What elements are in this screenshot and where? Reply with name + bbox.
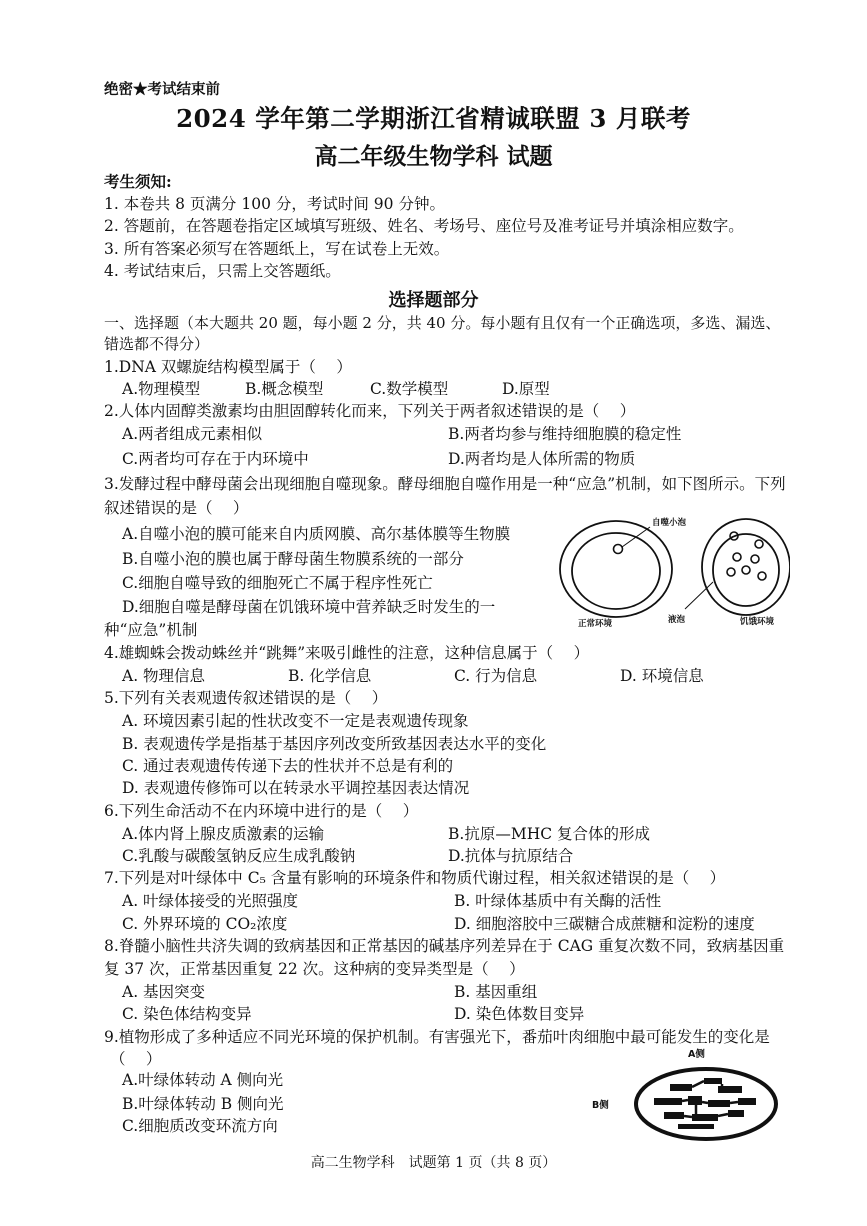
q9-option-a: A.叶绿体转动 A 侧向光 — [122, 1071, 284, 1089]
q8-option-a: A. 基因突变 — [122, 983, 206, 1001]
q7-option-b: B. 叶绿体基质中有关酶的活性 — [454, 892, 662, 910]
q4-option-b: B. 化学信息 — [288, 667, 372, 685]
exam-subtitle: 高二年级生物学科 试题 — [314, 143, 553, 170]
granum — [728, 1110, 744, 1117]
label-side-a: A侧 — [688, 1049, 705, 1060]
q5-option-a: A. 环境因素引起的性状改变不一定是表观遗传现象 — [122, 712, 469, 730]
confidential-label: 绝密★考试结束前 — [104, 81, 220, 98]
granum — [704, 1078, 722, 1084]
q4-option-a: A. 物理信息 — [122, 667, 206, 685]
q8-option-c: C. 染色体结构变异 — [122, 1005, 252, 1023]
q9-option-b: B.叶绿体转动 B 侧向光 — [122, 1095, 284, 1113]
starved-vesicle-6 — [727, 568, 735, 576]
section-instruction-1: 一、选择题（本大题共 20 题，每小题 2 分，共 40 分。每小题有且仅有一个正确选项，多选、漏选、 — [104, 314, 781, 332]
q3-option-b: B.自噬小泡的膜也属于酵母菌生物膜系统的一部分 — [122, 550, 464, 568]
q5-stem: 5.下列有关表观遗传叙述错误的是（ ） — [104, 689, 388, 707]
q9-stem-1: 9.植物形成了多种适应不同光环境的保护机制。有害强光下，番茄叶肉细胞中最可能发生的变化是 — [104, 1028, 770, 1046]
granum — [688, 1096, 702, 1105]
q1-option-c: C.数学模型 — [370, 380, 449, 398]
q3-stem-1: 3.发酵过程中酵母菌会出现细胞自噬现象。酵母细胞自噬作用是一种“应急”机制，如下图所示。下列 — [104, 475, 786, 493]
autophagy-figure — [550, 508, 790, 634]
q4-option-d: D. 环境信息 — [620, 667, 704, 685]
exam-title: 2024 学年第二学期浙江省精诚联盟 3 月联考 — [176, 104, 691, 133]
q7-option-a: A. 叶绿体接受的光照强度 — [122, 892, 299, 910]
q6-option-c: C.乳酸与碳酸氢钠反应生成乳酸钠 — [122, 847, 356, 865]
q1-option-d: D.原型 — [502, 380, 550, 398]
q3-option-d-2: 种“应急”机制 — [104, 621, 198, 639]
label-autophagic-vesicle: 自噬小泡 — [652, 518, 687, 528]
vacuole-pointer-line — [685, 582, 713, 609]
q1-option-a: A.物理模型 — [122, 380, 201, 398]
q2-option-a: A.两者组成元素相似 — [122, 425, 263, 443]
granum — [738, 1098, 756, 1105]
q6-option-d: D.抗体与抗原结合 — [448, 847, 574, 865]
starved-vesicle-3 — [733, 553, 741, 561]
q5-option-d: D. 表观遗传修饰可以在转录水平调控基因表达情况 — [122, 779, 470, 797]
q2-option-c: C.两者均可存在于内环境中 — [122, 450, 309, 468]
starved-vesicle-4 — [751, 555, 759, 563]
notice-item-2: 2. 答题前，在答题卷指定区域填写班级、姓名、考场号、座位号及准考证号并填涂相应数字。 — [104, 217, 744, 235]
q2-stem: 2.人体内固醇类激素均由胆固醇转化而来，下列关于两者叙述错误的是（ ） — [104, 402, 636, 420]
granum — [664, 1112, 684, 1119]
q5-option-b: B. 表观遗传学是指基于基因序列改变所致基因表达水平的变化 — [122, 735, 547, 753]
starved-vesicle-5 — [742, 566, 750, 574]
normal-cell-outer-membrane — [560, 521, 672, 617]
q3-option-d-1: D.细胞自噬是酵母菌在饥饿环境中营养缺乏时发生的一 — [122, 598, 496, 616]
notice-item-3: 3. 所有答案必须写在答题纸上，写在试卷上无效。 — [104, 240, 450, 258]
q7-option-c: C. 外界环境的 CO₂浓度 — [122, 915, 288, 933]
section-instruction-2: 错选都不得分） — [104, 335, 210, 353]
label-vacuole: 液泡 — [668, 615, 686, 625]
granum — [692, 1114, 718, 1121]
q6-stem: 6.下列生命活动不在内环境中进行的是（ ） — [104, 802, 419, 820]
q8-stem-2: 复 37 次，正常基因重复 22 次。这种病的变异类型是（ ） — [104, 960, 525, 978]
label-normal-environment: 正常环境 — [578, 619, 613, 629]
section-title: 选择题部分 — [388, 290, 479, 311]
q6-option-b: B.抗原—MHC 复合体的形成 — [448, 825, 650, 843]
q5-option-c: C. 通过表观遗传传递下去的性状并不总是有利的 — [122, 757, 454, 775]
starved-vesicle-2 — [755, 540, 763, 548]
granum — [654, 1098, 682, 1105]
normal-cell-vesicle — [614, 545, 623, 554]
label-starvation-environment: 饥饿环境 — [740, 617, 775, 627]
label-side-b: B侧 — [592, 1100, 609, 1111]
q1-stem: 1.DNA 双螺旋结构模型属于（ ） — [104, 358, 352, 376]
chloroplast-figure — [588, 1042, 788, 1142]
q8-stem-1: 8.脊髓小脑性共济失调的致病基因和正常基因的碱基序列差异在于 CAG 重复次数不同，致病基因重 — [104, 937, 785, 955]
q3-stem-2: 叙述错误的是（ ） — [104, 499, 249, 517]
q3-option-c: C.细胞自噬导致的细胞死亡不属于程序性死亡 — [122, 574, 433, 592]
granum — [708, 1100, 730, 1107]
q3-option-a: A.自噬小泡的膜可能来自内质网膜、高尔基体膜等生物膜 — [122, 525, 511, 543]
q4-stem: 4.雄蜘蛛会拨动蛛丝并“跳舞”来吸引雌性的注意，这种信息属于（ ） — [104, 644, 590, 662]
q2-option-b: B.两者均参与维持细胞膜的稳定性 — [448, 425, 682, 443]
q9-stem-2: （ ） — [110, 1050, 162, 1068]
granum — [678, 1124, 714, 1129]
q8-option-d: D. 染色体数目变异 — [454, 1005, 585, 1023]
q2-option-d: D.两者均是人体所需的物质 — [448, 450, 636, 468]
q8-option-b: B. 基因重组 — [454, 983, 538, 1001]
q4-option-c: C. 行为信息 — [454, 667, 538, 685]
starved-cell-vacuole — [713, 534, 779, 606]
granum — [670, 1084, 692, 1091]
notice-item-1: 1. 本卷共 8 页满分 100 分，考试时间 90 分钟。 — [104, 195, 445, 213]
page-footer: 高二生物学科 试题第 1 页（共 8 页） — [310, 1155, 557, 1171]
starved-vesicle-7 — [758, 572, 766, 580]
q7-option-d: D. 细胞溶胶中三碳糖合成蔗糖和淀粉的速度 — [454, 915, 755, 933]
q6-option-a: A.体内肾上腺皮质激素的运输 — [122, 825, 325, 843]
notice-heading: 考生须知: — [104, 172, 172, 191]
q9-option-c: C.细胞质改变环流方向 — [122, 1117, 278, 1135]
notice-item-4: 4. 考试结束后，只需上交答题纸。 — [104, 262, 341, 280]
q7-stem: 7.下列是对叶绿体中 C₅ 含量有影响的环境条件和物质代谢过程，相关叙述错误的是（ ） — [104, 869, 726, 887]
q1-option-b: B.概念模型 — [245, 380, 324, 398]
